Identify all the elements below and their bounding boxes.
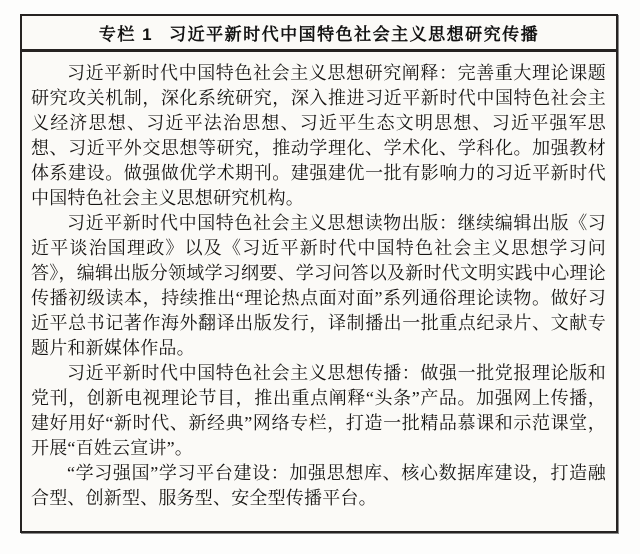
- paragraph: “学习强国”学习平台建设：加强思想库、核心数据库建设，打造融合型、创新型、服务型、安全型传播平台。: [31, 463, 606, 508]
- column-title: 习近平新时代中国特色社会主义思想研究传播: [169, 25, 540, 44]
- column-label: 专栏 1: [98, 25, 154, 44]
- paragraph: 习近平新时代中国特色社会主义思想研究阐释：完善重大理论课题研究攻关机制，深化系统研究，深入推进习近平新时代中国特色社会主义经济思想、习近平法治思想、习近平生态文明思想、习近平强军思想、习近平外交思想等研究，推动学理化、学术化、学科化。加强教材体系建设。做强做优学术期刊。建强建优一批有影响力的习近平新时代中国特色社会主义思想研究机构。: [31, 63, 606, 208]
- column-header: [22, 16, 616, 52]
- column-box: [20, 14, 618, 533]
- paragraph: 习近平新时代中国特色社会主义思想读物出版：继续编辑出版《习近平谈治国理政》以及《习近平新时代中国特色社会主义思想学习问答》，编辑出版分领域学习纲要、学习问答以及新时代文明实践中心理论传播初级读本，持续推出“理论热点面对面”系列通俗理论读物。做好习近平总书记著作海外翻译出版发行，译制播出一批重点纪录片、文献专题片和新媒体作品。: [31, 213, 606, 358]
- paragraph: 习近平新时代中国特色社会主义思想传播：做强一批党报理论版和党刊，创新电视理论节目，推出重点阐释“头条”产品。加强网上传播，建好用好“新时代、新经典”网络专栏，打造一批精品慕课和示范课堂，开展“百姓云宣讲”。: [31, 363, 606, 458]
- column-body: [22, 52, 616, 511]
